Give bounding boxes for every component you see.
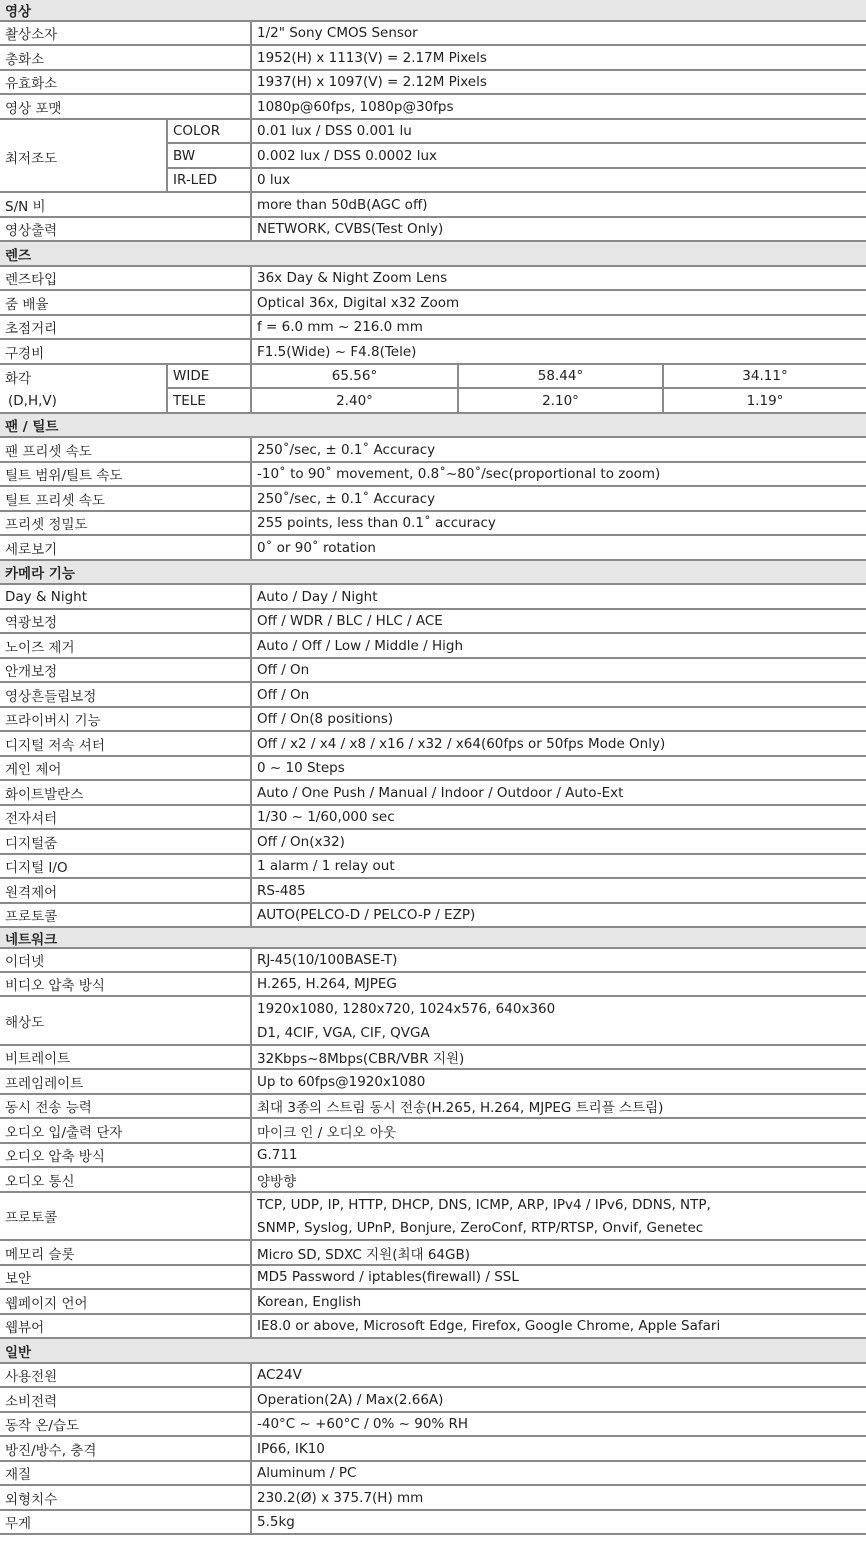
- spec-label: 웹페이지 언어: [5, 1295, 88, 1312]
- fov-tele-d: 2.40°: [336, 392, 373, 409]
- spec-row-bitrate: [0, 1046, 866, 1070]
- section-title: 렌즈: [5, 247, 32, 264]
- fov-tele-v: 1.19°: [746, 392, 784, 409]
- spec-row-weight: [0, 1511, 866, 1535]
- spec-label: 프로토콜: [5, 909, 58, 925]
- spec-row-memory: [0, 1241, 866, 1266]
- spec-value: 36x Day & Night Zoom Lens: [257, 270, 448, 286]
- spec-sublabel: COLOR: [173, 123, 221, 139]
- spec-label: 디지털줌: [5, 835, 58, 852]
- spec-row-consumption: [0, 1388, 866, 1413]
- spec-sublabel: WIDE: [173, 368, 210, 384]
- spec-row-sn: [0, 193, 866, 218]
- spec-label: 화이트발란스: [5, 786, 84, 803]
- spec-value: Off / On: [257, 662, 310, 678]
- spec-row-web-language: [0, 1290, 866, 1315]
- spec-row-slow-shutter: [0, 732, 866, 757]
- spec-label: 방진/방수, 충격: [5, 1442, 97, 1459]
- spec-label: 게인 제어: [5, 762, 62, 778]
- spec-row-focal: [0, 316, 866, 340]
- spec-label: 최저조도: [5, 150, 58, 167]
- spec-value: 0 lux: [257, 172, 291, 188]
- spec-row-stabilizer: [0, 683, 866, 708]
- spec-subrow-wide: [166, 365, 866, 389]
- spec-row-web-viewer: [0, 1315, 866, 1339]
- spec-value: 5.5kg: [257, 1514, 295, 1530]
- spec-label: 재질: [5, 1467, 32, 1483]
- spec-value: 1/2" Sony CMOS Sensor: [257, 25, 418, 41]
- spec-value: 0 ~ 10 Steps: [257, 760, 345, 776]
- spec-row-total-pixels: [0, 46, 866, 71]
- spec-label: 촬상소자: [5, 27, 58, 43]
- spec-label: Day & Night: [5, 588, 88, 605]
- spec-label: 틸트 프리셋 속도: [5, 492, 105, 509]
- spec-row-digital-io: [0, 855, 866, 879]
- spec-row-backlight: [0, 610, 866, 634]
- section-title: 네트워크: [5, 931, 58, 947]
- fov-wide-h: 58.44°: [537, 368, 584, 384]
- spec-label: 사용전원: [5, 1369, 58, 1385]
- spec-row-effective-pixels: [0, 71, 866, 95]
- spec-value: 1/30 ~ 1/60,000 sec: [257, 809, 395, 825]
- spec-row-ethernet: [0, 949, 866, 973]
- section-title: 카메라 기능: [5, 566, 75, 582]
- section-title: 영상: [5, 4, 32, 20]
- spec-row-digital-zoom: [0, 830, 866, 855]
- spec-value: 250˚/sec, ± 0.1˚ Accuracy: [257, 490, 436, 507]
- spec-label: 소비전력: [5, 1393, 58, 1410]
- section-header-network: [0, 928, 866, 949]
- spec-label: 웹뷰어: [5, 1320, 45, 1336]
- spec-row-resolution: [0, 997, 866, 1046]
- section-header-pantilt: [0, 414, 866, 438]
- spec-value: Off / On(8 positions): [257, 711, 394, 727]
- spec-label: 줌 배율: [5, 296, 49, 313]
- spec-value: -10˚ to 90˚ movement, 0.8˚~80˚/sec(proportional to zoom): [257, 466, 661, 482]
- spec-value: Auto / Day / Night: [257, 588, 378, 605]
- spec-row-white-balance: [0, 781, 866, 806]
- spec-label: 역광보정: [5, 615, 58, 631]
- spec-row-network-protocol: [0, 1193, 866, 1241]
- spec-value: 1080p@60fps, 1080p@30fps: [257, 98, 454, 115]
- spec-label: 디지털 저속 셔터: [5, 737, 105, 754]
- spec-row-vertical-view: [0, 536, 866, 561]
- spec-value: Off / x2 / x4 / x8 / x16 / x32 / x64(60fps or 50fps Mode Only): [257, 735, 666, 752]
- spec-value: Korean, English: [257, 1293, 362, 1310]
- spec-row-camera-protocol: [0, 904, 866, 928]
- spec-value: 0˚ or 90˚ rotation: [257, 539, 376, 556]
- spec-value: more than 50dB(AGC off): [257, 196, 428, 213]
- spec-label: 보안: [5, 1271, 32, 1287]
- spec-sublabel: IR-LED: [173, 172, 218, 188]
- spec-value: RJ-45(10/100BASE-T): [257, 952, 398, 968]
- spec-label: 프리셋 정밀도: [5, 517, 88, 533]
- spec-value: AUTO(PELCO-D / PELCO-P / EZP): [257, 907, 476, 923]
- spec-value: Off / WDR / BLC / HLC / ACE: [257, 613, 443, 629]
- spec-value: NETWORK, CVBS(Test Only): [257, 221, 444, 237]
- spec-subrow-tele: [0, 389, 866, 414]
- spec-value: 0.002 lux / DSS 0.0002 lux: [257, 147, 438, 164]
- fov-label-line1: 화각: [5, 371, 32, 387]
- spec-row-lens-type: [0, 267, 866, 291]
- spec-value: H.265, H.264, MJPEG: [257, 976, 397, 992]
- spec-value-line: D1, 4CIF, VGA, CIF, QVGA: [257, 1025, 430, 1041]
- spec-value: Up to 60fps@1920x1080: [257, 1073, 426, 1090]
- spec-row-material: [0, 1462, 866, 1486]
- spec-row-defog: [0, 659, 866, 683]
- spec-value: 1952(H) x 1113(V) = 2.17M Pixels: [257, 49, 487, 66]
- spec-row-audio-codec: [0, 1144, 866, 1168]
- section-header-camera: [0, 561, 866, 585]
- spec-row-gain: [0, 757, 866, 781]
- spec-subrow-irled: [0, 169, 866, 193]
- spec-row-preset-precision: [0, 512, 866, 536]
- spec-row-audio-io: [0, 1119, 866, 1144]
- spec-value: 0.01 lux / DSS 0.001 lu: [257, 123, 412, 139]
- spec-label: 오디오 압축 방식: [5, 1149, 105, 1165]
- spec-row-output: [0, 218, 866, 242]
- spec-label: 동작 온/습도: [5, 1418, 80, 1434]
- spec-value: 1 alarm / 1 relay out: [257, 858, 395, 874]
- spec-value: IP66, IK10: [257, 1440, 325, 1457]
- spec-label: 메모리 슬롯: [5, 1246, 75, 1263]
- spec-row-pan-preset: [0, 438, 866, 463]
- spec-value-line: SNMP, Syslog, UPnP, Bonjure, ZeroConf, RTP/RTSP, Onvif, Genetec: [257, 1220, 704, 1236]
- spec-label: 동시 전송 능력: [5, 1100, 92, 1116]
- spec-row-privacy: [0, 708, 866, 732]
- spec-value: MD5 Password / iptables(firewall) / SSL: [257, 1269, 519, 1285]
- section-header-lens: [0, 242, 866, 267]
- spec-value: 32Kbps~8Mbps(CBR/VBR 지원): [257, 1051, 465, 1067]
- spec-value: F1.5(Wide) ~ F4.8(Tele): [257, 343, 417, 360]
- spec-label: 영상출력: [5, 223, 58, 239]
- spec-value: Off / On: [257, 686, 310, 703]
- spec-row-video-codec: [0, 973, 866, 997]
- spec-row-framerate: [0, 1070, 866, 1095]
- spec-label: 무게: [5, 1516, 32, 1532]
- spec-value: RS-485: [257, 882, 306, 899]
- spec-row-tilt-preset: [0, 487, 866, 512]
- spec-value-line: TCP, UDP, IP, HTTP, DHCP, DNS, ICMP, ARP, IPv4 / IPv6, DDNS, NTP,: [257, 1196, 711, 1213]
- fov-tele-h: 2.10°: [542, 392, 579, 409]
- spec-value: Auto / Off / Low / Middle / High: [257, 637, 464, 654]
- spec-value: 230.2(Ø) x 375.7(H) mm: [257, 1489, 424, 1506]
- spec-value: Auto / One Push / Manual / Indoor / Outdoor / Auto-Ext: [257, 784, 624, 801]
- spec-value: 255 points, less than 0.1˚ accuracy: [257, 515, 496, 531]
- spec-label: 구경비: [5, 345, 45, 362]
- spec-label: 프레임레이트: [5, 1075, 84, 1092]
- spec-row-day-night: [0, 585, 866, 610]
- spec-row-tilt-range: [0, 463, 866, 487]
- section-title: 일반: [5, 1344, 32, 1361]
- spec-value: IE8.0 or above, Microsoft Edge, Firefox, Google Chrome, Apple Safari: [257, 1318, 721, 1334]
- spec-label: 초점거리: [5, 321, 58, 337]
- spec-row-remote: [0, 879, 866, 904]
- spec-label: 노이즈 제거: [5, 639, 75, 656]
- spec-row-dimensions: [0, 1486, 866, 1511]
- spec-label: 틸트 범위/틸트 속도: [5, 468, 123, 484]
- spec-value: 최대 3종의 스트림 동시 전송(H.265, H.264, MJPEG 트리플 스트림): [257, 1100, 664, 1116]
- spec-sublabel: BW: [173, 147, 196, 164]
- spec-label: 세로보기: [5, 541, 58, 558]
- spec-label: 팬 프리셋 속도: [5, 443, 92, 460]
- spec-label: 전자셔터: [5, 811, 58, 827]
- spec-value: Micro SD, SDXC 지원(최대 64GB): [257, 1246, 471, 1263]
- fov-label-line2: (D,H,V): [8, 393, 57, 409]
- fov-wide-v: 34.11°: [742, 368, 788, 384]
- spec-row-security: [0, 1266, 866, 1290]
- spec-row-sensor: [0, 22, 866, 46]
- spec-value: 1937(H) x 1097(V) = 2.12M Pixels: [257, 74, 487, 90]
- spec-value-line: 1920x1080, 1280x720, 1024x576, 640x360: [257, 1001, 556, 1017]
- spec-value: f = 6.0 mm ~ 216.0 mm: [257, 319, 423, 335]
- spec-row-zoom: [0, 291, 866, 316]
- spec-label: 이더넷: [5, 954, 45, 970]
- spec-value: G.711: [257, 1147, 298, 1163]
- spec-value: Aluminum / PC: [257, 1465, 357, 1481]
- spec-label: 유효화소: [5, 76, 58, 92]
- spec-value: Operation(2A) / Max(2.66A): [257, 1391, 444, 1408]
- spec-value: -40°C ~ +60°C / 0% ~ 90% RH: [257, 1416, 469, 1432]
- spec-label: 디지털 I/O: [5, 860, 68, 876]
- spec-row-environment: [0, 1413, 866, 1437]
- spec-label: 안개보정: [5, 664, 58, 680]
- section-header-video: [0, 0, 866, 22]
- spec-row-ip-rating: [0, 1437, 866, 1462]
- spec-label: 오디오 입/출력 단자: [5, 1124, 123, 1141]
- fov-wide-d: 65.56°: [331, 368, 378, 384]
- spec-row-shutter: [0, 806, 866, 830]
- spec-value: 250˚/sec, ± 0.1˚ Accuracy: [257, 441, 436, 458]
- spec-row-multistream: [0, 1095, 866, 1119]
- spec-sublabel: TELE: [173, 392, 206, 409]
- spec-value: Off / On(x32): [257, 833, 345, 850]
- spec-label: S/N 비: [5, 198, 46, 215]
- section-header-general: [0, 1339, 866, 1364]
- section-title: 팬 / 틸트: [5, 419, 59, 435]
- spec-label: 프로토콜: [5, 1210, 58, 1226]
- spec-row-aperture: [0, 340, 866, 365]
- spec-label: 렌즈타입: [5, 272, 58, 288]
- spec-row-audio-comm: [0, 1168, 866, 1193]
- spec-value: 양방향: [257, 1173, 297, 1190]
- spec-label: 영상 포맷: [5, 100, 62, 117]
- spec-label: 오디오 통신: [5, 1173, 75, 1190]
- spec-label: 비디오 압축 방식: [5, 978, 105, 994]
- spec-subrow-bw: [166, 144, 866, 169]
- spec-row-noise: [0, 634, 866, 659]
- spec-label: 영상흔들림보정: [5, 688, 97, 705]
- spec-value: Optical 36x, Digital x32 Zoom: [257, 294, 460, 311]
- spec-value: AC24V: [257, 1367, 302, 1383]
- spec-label: 외형치수: [5, 1491, 58, 1508]
- spec-label: 해상도: [5, 1014, 45, 1031]
- spec-label: 비트레이트: [5, 1051, 71, 1067]
- spec-value: 마이크 인 / 오디오 아웃: [257, 1124, 397, 1141]
- spec-label: 원격제어: [5, 884, 58, 901]
- spec-subrow-color: [166, 120, 866, 144]
- spec-row-format: [0, 95, 866, 120]
- spec-label: 프라이버시 기능: [5, 713, 101, 729]
- spec-label: 총화소: [5, 51, 45, 68]
- spec-row-power: [0, 1364, 866, 1388]
